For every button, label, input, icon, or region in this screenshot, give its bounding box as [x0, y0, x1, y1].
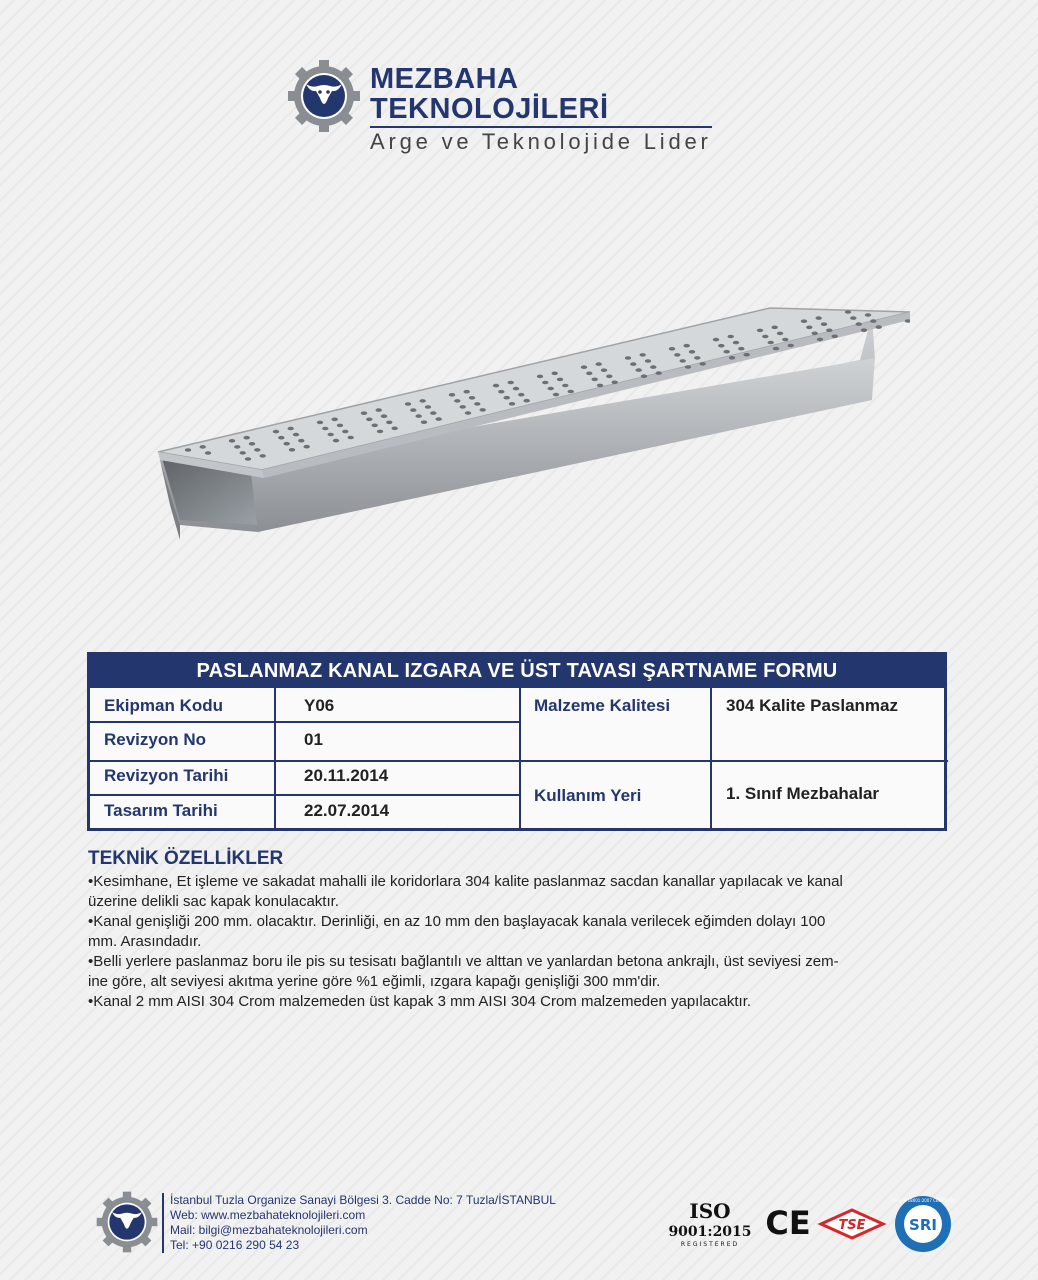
divider — [90, 721, 521, 723]
grate-hole — [465, 411, 471, 415]
grate-hole — [801, 319, 807, 323]
feature-line: •Belli yerlere paslanmaz boru ile pis su tesisatı bağlantılı ve alttan ve yanlardan betona ankrajlı, üst seviyesi zem- — [88, 953, 839, 970]
technical-features-title: TEKNİK ÖZELLİKLER — [88, 848, 284, 869]
iso-9001-icon — [668, 1199, 751, 1248]
grate-hole — [601, 368, 607, 372]
feature-line: ine göre, alt seviyesi akıtma yerine göre %1 eğimli, ızgara kapağı genişliği 300 mm'dir. — [88, 973, 661, 990]
grate-hole — [636, 368, 642, 372]
feature-line: •Kanal 2 mm AISI 304 Crom malzemeden üst kapak 3 mm AISI 304 Crom malzemeden yapılacaktır. — [88, 993, 752, 1010]
grate-hole — [498, 390, 504, 394]
grate-hole — [284, 442, 290, 446]
grate-hole — [240, 451, 246, 455]
grate-hole — [474, 402, 480, 406]
grate-hole — [728, 335, 734, 339]
sri-label: SRI — [909, 1216, 937, 1234]
grate-hole — [229, 439, 235, 443]
grate-hole — [832, 335, 838, 339]
grate-hole — [372, 424, 378, 428]
divider — [90, 794, 521, 796]
grate-hole — [205, 451, 211, 455]
grate-hole — [420, 399, 426, 403]
grate-hole — [700, 362, 706, 366]
bull-gear-footer-icon — [95, 1190, 159, 1254]
grate-hole — [557, 378, 563, 382]
grate-hole — [772, 326, 778, 330]
grate-hole — [596, 362, 602, 366]
grate-hole — [876, 325, 882, 329]
grate-hole — [669, 347, 675, 351]
grate-hole — [421, 420, 427, 424]
divider — [90, 760, 948, 762]
grate-hole — [386, 421, 392, 425]
grate-hole — [581, 365, 587, 369]
grate-hole — [625, 356, 631, 360]
grate-hole — [718, 344, 724, 348]
malzeme-label: Malzeme Kalitesi — [534, 696, 671, 715]
ekipman-kodu-label: Ekipman Kodu — [104, 696, 224, 715]
grate-hole — [392, 427, 398, 431]
tasarim-tarihi-value: 22.07.2014 — [304, 801, 390, 820]
grate-hole — [641, 374, 647, 378]
footer-web-link[interactable]: Web: www.mezbahateknolojileri.com — [170, 1208, 366, 1222]
iso-number: 9001:2015 — [668, 1224, 752, 1240]
grate-hole — [757, 329, 763, 333]
grate-hole — [542, 381, 548, 385]
grate-hole — [416, 414, 422, 418]
kullanim-value: 1. Sınıf Mezbahalar — [726, 784, 880, 803]
grate-hole — [553, 393, 559, 397]
grate-hole — [640, 353, 646, 357]
feature-line: mm. Arasındadır. — [88, 933, 202, 950]
grate-hole — [332, 418, 338, 422]
grate-hole — [249, 442, 255, 446]
grate-hole — [713, 338, 719, 342]
grate-hole — [449, 393, 455, 397]
grate-hole — [568, 390, 574, 394]
ce-mark-icon: CE — [765, 1204, 811, 1242]
grate-hole — [552, 372, 558, 376]
grate-hole — [410, 408, 416, 412]
spec-form-title: PASLANMAZ KANAL IZGARA VE ÜST TAVASI ŞARTNAME FORMU — [87, 652, 947, 688]
grate-hole — [293, 433, 299, 437]
footer-address: İstanbul Tuzla Organize Sanayi Bölgesi 3. Cadde No: 7 Tuzla/İSTANBUL — [170, 1193, 556, 1207]
grate-hole — [509, 402, 515, 406]
grate-hole — [586, 372, 592, 376]
grate-hole — [562, 384, 568, 388]
grate-hole — [812, 332, 818, 336]
grate-hole — [826, 329, 832, 333]
grate-hole — [260, 454, 266, 458]
revizyon-no-value: 01 — [304, 730, 323, 749]
grate-hole — [733, 341, 739, 345]
grate-hole — [777, 332, 783, 336]
grate-hole — [729, 356, 735, 360]
grate-hole — [298, 439, 304, 443]
grate-hole — [524, 399, 530, 403]
grate-hole — [597, 384, 603, 388]
grate-hole — [861, 328, 867, 332]
grate-hole — [366, 418, 372, 422]
tse-label: TSE — [838, 1218, 866, 1233]
grate-hole — [865, 313, 871, 317]
grate-hole — [513, 387, 519, 391]
grate-hole — [744, 353, 750, 357]
grate-hole — [333, 439, 339, 443]
grate-hole — [689, 350, 695, 354]
grate-hole — [469, 396, 475, 400]
grate-hole — [606, 375, 612, 379]
grate-hole — [328, 433, 334, 437]
grate-hole — [244, 436, 250, 440]
grate-hole — [817, 338, 823, 342]
revizyon-no-label: Revizyon No — [104, 730, 207, 749]
grate-hole — [762, 335, 768, 339]
grate-hole — [856, 322, 862, 326]
grate-hole — [288, 427, 294, 431]
grate-hole — [788, 344, 794, 348]
grate-hole — [322, 427, 328, 431]
sri-ohsas-icon — [892, 1196, 953, 1252]
grate-hole — [773, 347, 779, 351]
grate-hole — [806, 326, 812, 330]
grate-hole — [377, 430, 383, 434]
grate-hole — [504, 396, 510, 400]
grate-hole — [480, 408, 486, 412]
technical-features — [88, 848, 958, 1012]
grate-hole — [185, 448, 191, 452]
feature-line: •Kanal genişliği 200 mm. olacaktır. Derinliği, en az 10 mm den başlayacak kanala verilecek eğimden dolayı 100 — [88, 913, 826, 930]
certification-logos — [668, 1194, 958, 1254]
grate-hole — [200, 445, 206, 449]
grate-hole — [694, 356, 700, 360]
footer-contact — [162, 1193, 556, 1253]
grate-hole — [317, 421, 323, 425]
grate-hole — [245, 457, 251, 461]
grate-hole — [289, 448, 295, 452]
grate-hole — [304, 445, 310, 449]
grate-hole — [685, 365, 691, 369]
grate-hole — [234, 445, 240, 449]
grate-hole — [342, 430, 348, 434]
grate-hole — [361, 411, 367, 415]
malzeme-value: 304 Kalite Paslanmaz — [726, 696, 898, 715]
tasarim-tarihi-label: Tasarım Tarihi — [104, 801, 218, 820]
grate-hole — [821, 322, 827, 326]
grate-hole — [460, 405, 466, 409]
grate-hole — [454, 399, 460, 403]
revizyon-tarihi-value: 20.11.2014 — [304, 766, 389, 785]
grate-hole — [680, 359, 686, 363]
grate-hole — [508, 381, 514, 385]
grate-hole — [645, 359, 651, 363]
grate-hole — [430, 411, 436, 415]
grate-hole — [612, 381, 618, 385]
grate-hole — [518, 393, 524, 397]
grate-hole — [376, 408, 382, 412]
grate-hole — [724, 350, 730, 354]
grate-hole — [845, 310, 851, 314]
feature-line: üzerine delikli sac kapak konulacaktır. — [88, 893, 339, 910]
grate-hole — [816, 316, 822, 320]
feature-line: •Kesimhane, Et işleme ve sakadat mahalli ile koridorlara 304 kalite paslanmaz sacdan kanallar yapılacak ve kanal — [88, 873, 843, 890]
grate-hole — [656, 371, 662, 375]
spec-form-table — [87, 652, 947, 831]
brand-name: MEZBAHA TEKNOLOJİLERİ — [370, 63, 609, 125]
tse-icon — [821, 1210, 883, 1238]
grate-hole — [870, 319, 876, 323]
iso-label: ISO — [689, 1199, 731, 1223]
grate-hole — [548, 387, 554, 391]
grate-hole — [436, 417, 442, 421]
grate-hole — [684, 344, 690, 348]
grate-hole — [650, 365, 656, 369]
spec-grid — [87, 688, 947, 831]
grate-hole — [405, 402, 411, 406]
grate-hole — [537, 375, 543, 379]
grate-hole — [493, 384, 499, 388]
brand-tagline: Arge ve Teknolojide Lider — [370, 126, 712, 156]
grate-hole — [381, 414, 387, 418]
divider — [274, 688, 276, 828]
grate-hole — [768, 341, 774, 345]
sri-ring-text: OHSAS 18001:2007 CERTIFIED — [892, 1198, 954, 1203]
grate-hole — [592, 378, 598, 382]
grate-hole — [630, 362, 636, 366]
grate-hole — [337, 424, 343, 428]
grate-hole — [782, 338, 788, 342]
kullanim-label: Kullanım Yeri — [534, 786, 642, 805]
grate-hole — [425, 405, 431, 409]
stainless-channel-grate-image — [150, 300, 910, 540]
grate-hole — [254, 448, 260, 452]
grate-hole — [674, 353, 680, 357]
grate-hole — [464, 390, 470, 394]
grate-hole — [850, 316, 856, 320]
grate-hole — [273, 430, 279, 434]
iso-registered: REGISTERED — [680, 1241, 740, 1248]
grate-hole — [348, 436, 354, 440]
bull-gear-emblem-icon — [286, 58, 362, 134]
ekipman-kodu-value: Y06 — [304, 696, 335, 715]
revizyon-tarihi-label: Revizyon Tarihi — [104, 766, 229, 785]
grate-hole — [738, 347, 744, 351]
footer-tel: Tel: +90 0216 290 54 23 — [170, 1238, 300, 1252]
footer-mail-link[interactable]: Mail: bilgi@mezbahateknolojileri.com — [170, 1223, 368, 1237]
grate-hole — [278, 436, 284, 440]
header-logo — [286, 58, 756, 154]
